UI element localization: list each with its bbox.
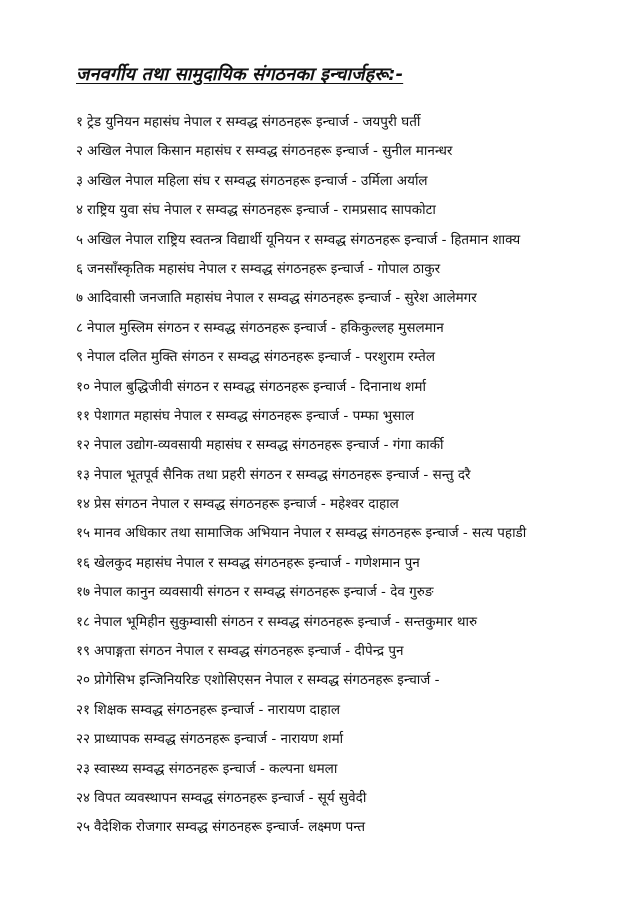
item-text: प्रेस संगठन नेपाल र सम्वद्ध संगठनहरू इन्चार्ज - महेश्वर दाहाल	[94, 496, 399, 513]
list-item	[76, 813, 526, 842]
item-number: ५	[76, 231, 84, 248]
item-text: शिक्षक सम्वद्ध संगठनहरू इन्चार्ज - नारायण दाहाल	[94, 701, 341, 718]
item-text: आदिवासी जनजाति महासंघ नेपाल र सम्वद्ध संगठनहरू इन्चार्ज - सुरेश आलेमगर	[87, 290, 477, 307]
list-item	[76, 196, 526, 225]
list-item	[76, 167, 526, 196]
list-item	[76, 725, 526, 754]
item-text: प्रोगेसिभ इन्जिनियरिङ एशोसिएसन नेपाल र सम्वद्ध संगठनहरू इन्चार्ज -	[94, 672, 440, 689]
item-text: नेपाल कानुन व्यवसायी संगठन र सम्वद्ध संगठनहरू इन्चार्ज - देव गुरुङ	[94, 584, 434, 601]
item-number: २५	[76, 819, 91, 836]
item-number: ४	[76, 202, 84, 219]
list-item	[76, 402, 526, 431]
item-number: १०	[76, 378, 91, 395]
list-item	[76, 637, 526, 666]
item-number: २४	[76, 789, 91, 806]
item-number: ३	[76, 172, 84, 189]
item-number: १८	[76, 613, 91, 630]
item-number: १	[76, 114, 84, 130]
item-number: २१	[76, 701, 91, 718]
item-number: १५	[76, 525, 91, 542]
item-text: विपत व्यवस्थापन सम्वद्ध संगठनहरू इन्चार्ज - सूर्य सुवेदी	[94, 789, 367, 806]
item-text: पेशागत महासंघ नेपाल र सम्वद्ध संगठनहरू इन्चार्ज - पम्फा भुसाल	[94, 407, 415, 424]
item-number: १२	[76, 437, 91, 454]
item-text: अखिल नेपाल किसान महासंघ र सम्वद्ध संगठनहरू इन्चार्ज - सुनील मानन्धर	[87, 143, 453, 160]
list-item	[76, 666, 526, 695]
item-number: ८	[76, 319, 84, 336]
item-text: नेपाल भूमिहीन सुकुम्वासी संगठन र सम्वद्ध संगठनहरू इन्चार्ज - सन्तकुमार थारु	[94, 613, 478, 630]
list-item	[76, 461, 526, 490]
item-text: जनसाँस्कृतिक महासंघ नेपाल र सम्वद्ध संगठनहरू इन्चार्ज - गोपाल ठाकुर	[87, 260, 441, 277]
item-number: ९	[76, 349, 84, 366]
item-number: ७	[76, 290, 84, 307]
item-text: अपाङ्गता संगठन नेपाल र सम्वद्ध संगठनहरू इन्चार्ज - दीपेन्द्र पुन	[94, 643, 404, 660]
list-item	[76, 255, 526, 284]
list-item	[76, 755, 526, 784]
item-number: १४	[76, 496, 91, 513]
item-number: ६	[76, 260, 84, 277]
list-item	[76, 578, 526, 607]
list-item	[76, 519, 526, 548]
item-number: २	[76, 143, 84, 160]
item-number: १७	[76, 584, 91, 601]
item-text: अखिल नेपाल महिला संघ र सम्वद्ध संगठनहरू इन्चार्ज - उर्मिला अर्याल	[87, 172, 428, 189]
item-number: १६	[76, 554, 91, 571]
item-text: स्वास्थ्य सम्वद्ध संगठनहरू इन्चार्ज - कल्पना धमला	[94, 760, 338, 777]
list-item	[76, 373, 526, 402]
list-item	[76, 431, 526, 460]
item-number: २३	[76, 760, 91, 777]
list-item	[76, 343, 526, 372]
item-text: प्राध्यापक सम्वद्ध संगठनहरू इन्चार्ज - नारायण शर्मा	[94, 731, 344, 748]
list-item	[76, 784, 526, 813]
item-number: २२	[76, 731, 91, 748]
item-text: खेलकुद महासंघ नेपाल र सम्वद्ध संगठनहरू इन्चार्ज - गणेशमान पुन	[94, 554, 420, 571]
item-text: नेपाल दलित मुक्ति संगठन र सम्वद्ध संगठनहरू इन्चार्ज - परशुराम रम्तेल	[87, 349, 435, 366]
list-item	[76, 696, 526, 725]
list-item	[76, 608, 526, 637]
item-text: ट्रेड युनियन महासंघ नेपाल र सम्वद्ध संगठनहरू इन्चार्ज - जयपुरी घर्ती	[87, 114, 421, 130]
list-item	[76, 137, 526, 166]
item-text: नेपाल उद्योग-व्यवसायी महासंघ र सम्वद्ध संगठनहरू इन्चार्ज - गंगा कार्की	[94, 437, 444, 454]
item-number: १३	[76, 466, 91, 483]
item-text: नेपाल भूतपूर्व सैनिक तथा प्रहरी संगठन र सम्वद्ध संगठनहरू इन्चार्ज - सन्तु दरै	[94, 466, 471, 483]
item-number: १९	[76, 643, 91, 660]
item-text: राष्ट्रिय युवा संघ नेपाल र सम्वद्ध संगठनहरू इन्चार्ज - रामप्रसाद सापकोटा	[87, 202, 436, 219]
list-item	[76, 490, 526, 519]
item-number: ११	[76, 407, 91, 424]
document-heading: जनवर्गीय तथा सामुदायिक संगठनका इन्चार्जहरू:-	[76, 64, 404, 85]
list-item	[76, 108, 526, 137]
list-item	[76, 284, 526, 313]
item-text: वैदेशिक रोजगार सम्वद्ध संगठनहरू इन्चार्ज- लक्ष्मण पन्त	[94, 819, 366, 836]
incharge-list	[76, 108, 526, 843]
list-item	[76, 226, 526, 255]
item-text: मानव अधिकार तथा सामाजिक अभियान नेपाल र सम्वद्ध संगठनहरू इन्चार्ज - सत्य पहाडी	[94, 525, 527, 542]
item-text: नेपाल मुस्लिम संगठन र सम्वद्ध संगठनहरू इन्चार्ज - हकिकुल्लह मुसलमान	[87, 319, 444, 336]
list-item	[76, 314, 526, 343]
item-text: नेपाल बुद्धिजीवी संगठन र सम्वद्ध संगठनहरू इन्चार्ज - दिनानाथ शर्मा	[94, 378, 426, 395]
item-number: २०	[76, 672, 91, 689]
item-text: अखिल नेपाल राष्ट्रिय स्वतन्त्र विद्यार्थी यूनियन र सम्वद्ध संगठनहरू इन्चार्ज - हितमान शाक्य	[87, 231, 521, 248]
list-item	[76, 549, 526, 578]
